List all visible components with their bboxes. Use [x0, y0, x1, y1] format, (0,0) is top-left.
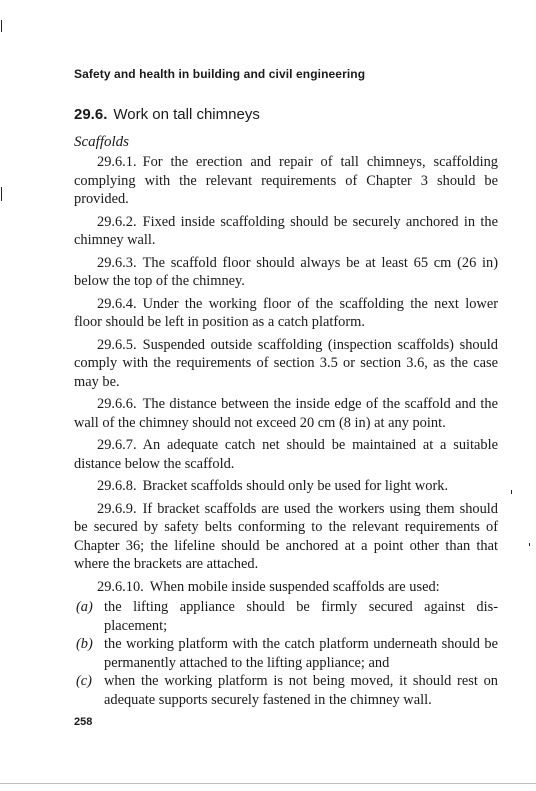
paragraph-text: When mobile inside suspended scaffolds are used: — [149, 578, 440, 595]
section-number: 29.6. — [74, 106, 108, 123]
scan-speck — [511, 490, 512, 494]
paragraph-number: 29.6.10. — [97, 578, 144, 595]
section-title: Work on tall chimneys — [113, 106, 260, 123]
paragraph-text: The distance between the inside edge of the scaffold and the wall of the chimney should not exceed 20 cm (8 in) at any point. — [74, 396, 498, 431]
scan-speck — [529, 543, 530, 546]
list-item — [74, 598, 498, 635]
paragraph-number: 29.6.1. — [97, 154, 137, 170]
item-text: the lifting appliance should be firmly secured against dis-placement; — [104, 599, 498, 634]
paragraph-number: 29.6.8. — [97, 478, 137, 494]
item-list — [74, 598, 498, 709]
paragraph-text: For the erection and repair of tall chimneys, scaffolding complying with the relevant requirements of Chapter 3 should be provided. — [74, 154, 498, 207]
paragraph — [74, 578, 498, 597]
paragraph — [74, 254, 498, 291]
paragraph — [74, 500, 498, 574]
running-head: Safety and health in building and civil engineering — [74, 67, 366, 81]
bottom-edge-rule — [0, 783, 536, 784]
paragraph — [74, 295, 498, 332]
paragraph — [74, 336, 498, 392]
paragraph — [74, 395, 498, 432]
body-text — [74, 153, 498, 709]
paragraph — [74, 213, 498, 250]
scan-speck — [1, 187, 2, 201]
paragraph-number: 29.6.9. — [97, 500, 137, 517]
paragraph — [74, 153, 498, 209]
paragraph-number: 29.6.3. — [97, 254, 137, 271]
paragraph — [74, 477, 498, 496]
paragraph-text: Suspended outside scaffolding (inspection scaffolds) should comply with the requirements of section 3.5 or section 3.6, as the case may be. — [74, 336, 498, 390]
list-item — [74, 635, 498, 672]
list-item — [74, 672, 498, 709]
section-heading — [74, 106, 260, 123]
item-text: the working platform with the catch platform underneath should be permanently attached to the lifting appliance; and — [104, 636, 498, 671]
subheading: Scaffolds — [74, 134, 129, 150]
page-number: 258 — [74, 716, 93, 728]
paragraph — [74, 436, 498, 473]
paragraph-number: 29.6.2. — [97, 213, 137, 230]
item-label: (c) — [76, 673, 92, 689]
item-label: (a) — [76, 599, 93, 615]
paragraph-text: Fixed inside scaffolding should be securely anchored in the chimney wall. — [74, 213, 498, 248]
paragraph-number: 29.6.5. — [97, 336, 137, 353]
paragraph-text: An adequate catch net should be maintained at a suitable distance below the scaffold. — [74, 437, 498, 472]
paragraph-text: If bracket scaffolds are used the workers using them should be secured by safety belts conforming to the relevant requirements of Chapter 36; the lifeline should be anchored at a point other than that where the brackets are attached. — [74, 500, 498, 572]
paragraph-text: Bracket scaffolds should only be used for light work. — [142, 478, 449, 494]
paragraph-number: 29.6.6. — [97, 396, 137, 412]
paragraph-text: Under the working floor of the scaffolding the next lower floor should be left in position as a catch platform. — [74, 295, 498, 330]
paragraph-number: 29.6.4. — [97, 295, 137, 312]
item-label: (b) — [76, 636, 93, 652]
item-text: when the working platform is not being moved, it should rest on adequate supports securely fastened in the chimney wall. — [104, 673, 498, 708]
paragraph-text: The scaffold floor should always be at least 65 cm (26 in) below the top of the chimney. — [74, 254, 498, 289]
paragraph-number: 29.6.7. — [97, 437, 137, 453]
scan-speck — [1, 20, 2, 32]
